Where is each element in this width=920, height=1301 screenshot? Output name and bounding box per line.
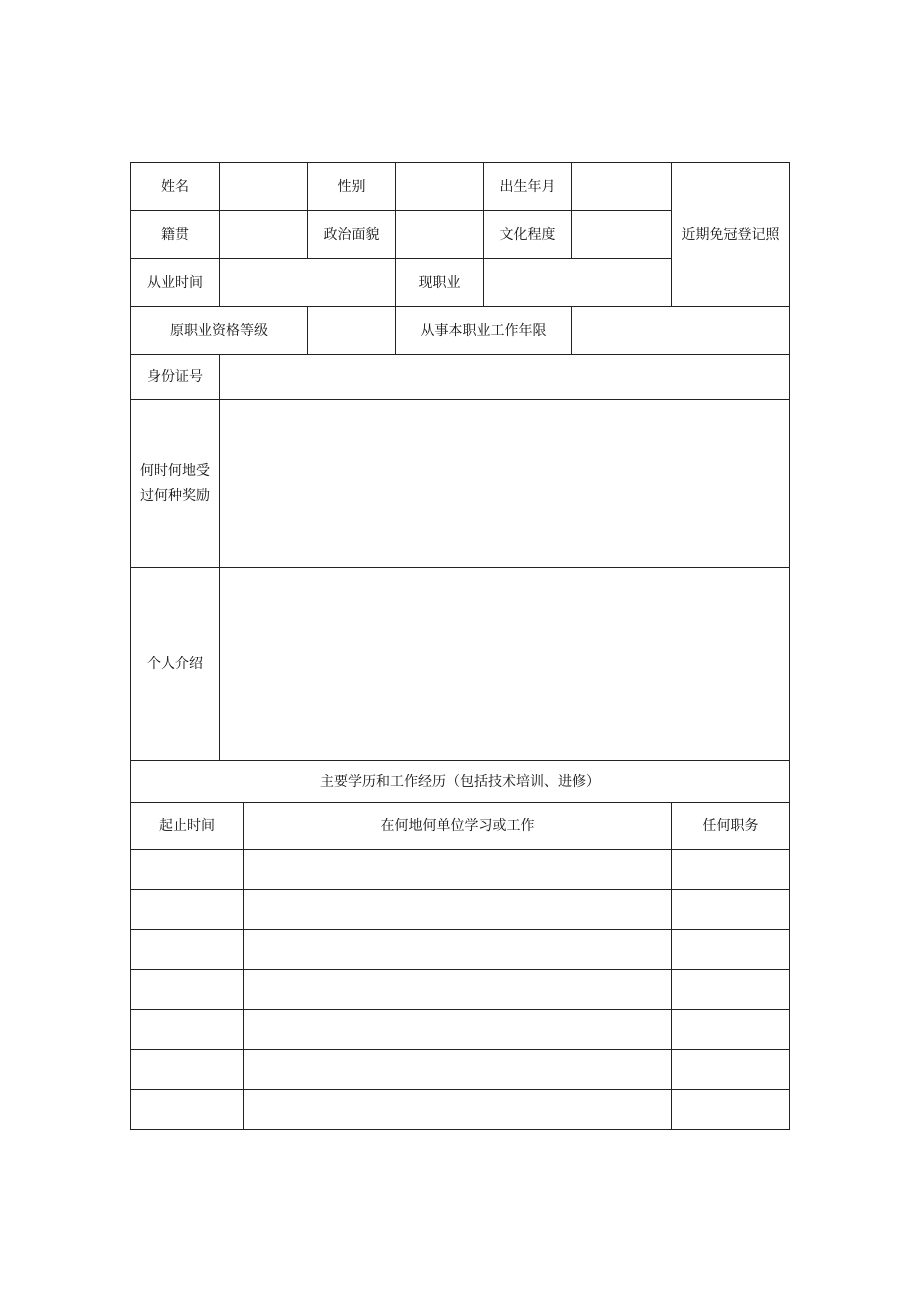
- history-row: [131, 850, 790, 890]
- label-awards-line2: 过何种奖励: [140, 487, 210, 504]
- label-id-number: 身份证号: [131, 355, 220, 400]
- history-cell-place[interactable]: [244, 1090, 672, 1130]
- history-row: [131, 1090, 790, 1130]
- history-row: [131, 930, 790, 970]
- history-row: [131, 890, 790, 930]
- history-cell-place[interactable]: [244, 1050, 672, 1090]
- label-intro: 个人介绍: [131, 568, 220, 761]
- history-cell-place[interactable]: [244, 1010, 672, 1050]
- row-intro: [131, 568, 790, 761]
- history-cell-position[interactable]: [672, 850, 790, 890]
- field-gender[interactable]: [396, 163, 484, 211]
- row-id-number: [131, 355, 790, 400]
- label-education: 文化程度: [484, 211, 572, 259]
- label-current-occupation: 现职业: [396, 259, 484, 307]
- history-cell-position[interactable]: [672, 1050, 790, 1090]
- history-cell-place[interactable]: [244, 850, 672, 890]
- history-cell-period[interactable]: [131, 930, 244, 970]
- field-work-since[interactable]: [220, 259, 396, 307]
- field-name[interactable]: [220, 163, 308, 211]
- label-years-in-occupation: 从事本职业工作年限: [396, 307, 572, 355]
- registration-form: [130, 162, 790, 1130]
- history-cell-position[interactable]: [672, 930, 790, 970]
- field-political-status[interactable]: [396, 211, 484, 259]
- field-current-occupation[interactable]: [484, 259, 672, 307]
- photo-box[interactable]: 近期免冠登记照: [672, 163, 790, 307]
- history-header: [131, 803, 790, 850]
- history-row: [131, 1010, 790, 1050]
- field-native-place[interactable]: [220, 211, 308, 259]
- history-cell-position[interactable]: [672, 1010, 790, 1050]
- history-col-place: 在何地何单位学习或工作: [244, 803, 672, 850]
- field-awards[interactable]: [220, 400, 790, 568]
- history-col-position: 任何职务: [672, 803, 790, 850]
- field-id-number[interactable]: [220, 355, 790, 400]
- history-cell-period[interactable]: [131, 1090, 244, 1130]
- history-cell-period[interactable]: [131, 1010, 244, 1050]
- history-cell-place[interactable]: [244, 890, 672, 930]
- label-awards-line1: 何时何地受: [140, 462, 210, 479]
- history-cell-place[interactable]: [244, 970, 672, 1010]
- label-original-level: 原职业资格等级: [131, 307, 308, 355]
- label-birth: 出生年月: [484, 163, 572, 211]
- history-cell-place[interactable]: [244, 930, 672, 970]
- label-political-status: 政治面貌: [308, 211, 396, 259]
- row-awards: [131, 400, 790, 568]
- history-title: 主要学历和工作经历（包括技术培训、进修）: [131, 761, 790, 803]
- field-birth[interactable]: [572, 163, 672, 211]
- label-native-place: 籍贯: [131, 211, 220, 259]
- field-years-in-occupation[interactable]: [572, 307, 790, 355]
- row-original-level: [131, 307, 790, 355]
- history-col-period: 起止时间: [131, 803, 244, 850]
- history-cell-position[interactable]: [672, 890, 790, 930]
- field-original-level[interactable]: [308, 307, 396, 355]
- row-history-title: [131, 761, 790, 803]
- history-row: [131, 970, 790, 1010]
- label-gender: 性别: [308, 163, 396, 211]
- history-cell-period[interactable]: [131, 1050, 244, 1090]
- history-cell-position[interactable]: [672, 1090, 790, 1130]
- field-intro[interactable]: [220, 568, 790, 761]
- label-name: 姓名: [131, 163, 220, 211]
- row-name: [131, 163, 790, 211]
- history-cell-position[interactable]: [672, 970, 790, 1010]
- history-row: [131, 1050, 790, 1090]
- history-cell-period[interactable]: [131, 890, 244, 930]
- label-work-since: 从业时间: [131, 259, 220, 307]
- history-cell-period[interactable]: [131, 850, 244, 890]
- label-awards: [131, 400, 220, 568]
- history-cell-period[interactable]: [131, 970, 244, 1010]
- field-education[interactable]: [572, 211, 672, 259]
